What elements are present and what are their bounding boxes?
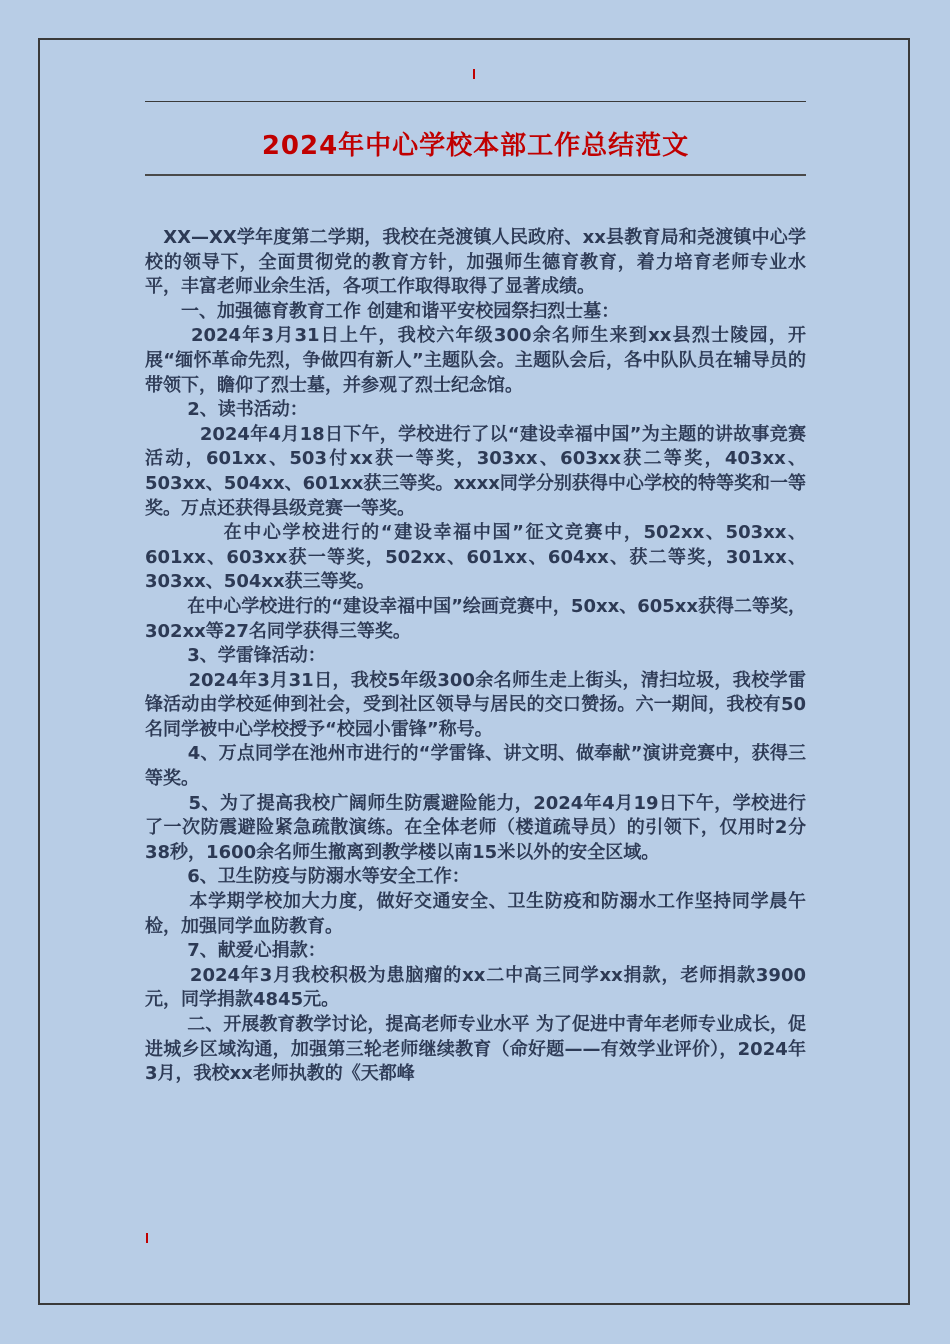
item-heading-donation: 7、献爱心捐款： [145, 940, 326, 962]
paragraph-donation: 2024年3月我校积极为患脑瘤的xx二中高三同学xx捐款，老师捐款3900元，同学捐款4845元。 [145, 964, 806, 1011]
header-marker [473, 69, 475, 79]
title-rule [145, 174, 806, 176]
paragraph-lei-feng-activity: 2024年3月31日，我校5年级300余名师生走上街头，清扫垃圾，我校学雷锋活动由学校延伸到社会，受到社区领导与居民的交口赞扬。六一期间，我校有50名同学被中心学校授予“校园小雷锋”称号。 [145, 669, 806, 740]
item-heading-safety: 6、卫生防疫与防溺水等安全工作： [145, 866, 470, 888]
paragraph-earthquake-drill: 5、为了提高我校广阔师生防震避险能力，2024年4月19日下午，学校进行了一次防震避险紧急疏散演练。在全体老师（楼道疏导员）的引领下，仅用时2分38秒，1600余名师生撤离到教学楼以南15米以外的安全区域。 [145, 792, 806, 863]
section-heading-moral-education: 一、加强德育教育工作 创建和谐平安校园祭扫烈士墓： [145, 300, 620, 322]
paragraph-intro: XX—XX学年度第二学期，我校在尧渡镇人民政府、xx县教育局和尧渡镇中心学校的领导下，全面贯彻党的教育方针，加强师生德育教育，着力培育老师专业水平，丰富老师业余生活，各项工作取得取得了显著成绩。 [145, 227, 806, 298]
paragraph-safety-work: 本学期学校加大力度，做好交通安全、卫生防疫和防溺水工作坚持同学晨午检，加强同学血防教育。 [145, 891, 806, 937]
footer-marker [146, 1233, 148, 1243]
header-rule [145, 101, 806, 102]
paragraph-essay-contest: 在中心学校进行的“建设幸福中国”征文竞赛中，502xx、503xx、601xx、603xx获一等奖，502xx、601xx、604xx、获二等奖，301xx、303xx、504xx获三等奖。 [145, 522, 806, 593]
item-heading-reading: 2、读书活动： [145, 399, 308, 421]
paragraph-martyrs-cemetery: 2024年3月31日上午，我校六年级300余名师生来到xx县烈士陵园，开展“缅怀革命先烈，争做四有新人”主题队会。主题队会后，各中队队员在辅导员的带领下，瞻仰了烈士墓，并参观了烈士纪念馆。 [145, 325, 806, 396]
item-heading-lei-feng: 3、学雷锋活动： [145, 645, 326, 667]
paragraph-speech-contest: 4、万点同学在池州市进行的“学雷锋、讲文明、做奉献”演讲竞赛中，获得三等奖。 [145, 743, 806, 790]
paragraph-painting-contest: 在中心学校进行的“建设幸福中国”绘画竞赛中，50xx、605xx获得二等奖，302xx等27名同学获得三等奖。 [145, 595, 806, 642]
paragraph-storytelling-contest: 2024年4月18日下午，学校进行了以“建设幸福中国”为主题的讲故事竞赛活动，601xx、503付xx获一等奖，303xx、603xx获二等奖，403xx、503xx、504xx、601xx获三等奖。xxxx同学分别获得中心学校的特等奖和一等奖。万点还获得县级竞赛一等奖。 [145, 423, 806, 519]
section-heading-teaching-research: 二、开展教育教学讨论，提高老师专业水平 为了促进中青年老师专业成长，促进城乡区域沟通，加强第三轮老师继续教育（命好题——有效学业评价），2024年3月，我校xx老师执教的《天都峰 [145, 1014, 806, 1085]
document-title: 2024年中心学校本部工作总结范文 [261, 131, 690, 161]
document-body [145, 226, 806, 1087]
